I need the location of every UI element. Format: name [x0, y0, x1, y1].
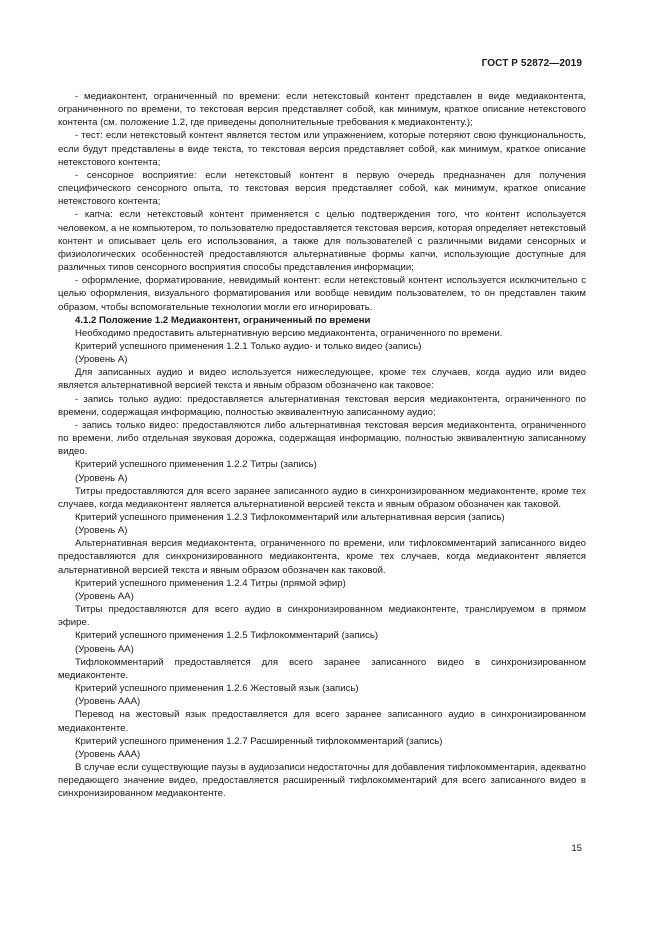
paragraph-decoration: - оформление, форматирование, невидимый контент: если нетекстовый контент используется исключительно с целью оформления, визуального форматирования или вообще невидим пользователем, то он представлен таким образом, чтобы вспомогательные технологии могли его игнорировать.	[58, 275, 586, 313]
criterion-1-2-7: Критерий успешного применения 1.2.7 Расширенный тифлокомментарий (запись)	[75, 735, 443, 747]
level-1-2-3: (Уровень А)	[75, 525, 128, 537]
paragraph-1-2-2: Титры предоставляются для всего заранее записанного аудио в синхронизированном медиаконтенте, кроме тех случаев, когда медиаконтент является альтернативной версией текста и явным образом обозначен как таковой.	[58, 485, 586, 510]
criterion-1-2-4: Критерий успешного применения 1.2.4 Титры (прямой эфир)	[75, 577, 346, 589]
criterion-1-2-6: Критерий успешного применения 1.2.6 Жестовый язык (запись)	[75, 683, 359, 695]
level-1-2-2: (Уровень А)	[75, 472, 128, 484]
level-1-2-7: (Уровень ААА)	[75, 748, 141, 760]
criterion-1-2-5: Критерий успешного применения 1.2.5 Тифлокомментарий (запись)	[75, 630, 379, 642]
standard-header: ГОСТ Р 52872—2019	[481, 58, 582, 69]
paragraph-video-only: - запись только видео: предоставляются либо альтернативная текстовая версия медиаконтента, ограниченного по времени, либо отдельная звуковая дорожка, содержащая информацию, полностью эквивалентную записанному видео.	[58, 419, 586, 458]
paragraph-sensory: - сенсорное восприятие: если нетекстовый контент в первую очередь предназначен для получения специфического сенсорного опыта, то текстовая версия представляет собой, как минимум, краткое описание нетекстового контента;	[58, 169, 586, 208]
paragraph-test: - тест: если нетекстовый контент является тестом или упражнением, которые потеряют свою функциональность, если будут представлены в виде текста, то текстовая версия представляет собой, как минимум, краткое описание нетекстового контента;	[58, 130, 586, 168]
paragraph-intro: Необходимо предоставить альтернативную версию медиаконтента, ограниченного по времени.	[75, 327, 503, 339]
level-1-2-4: (Уровень АА)	[75, 590, 134, 602]
section-heading: 4.1.2 Положение 1.2 Медиаконтент, ограниченный по времени	[75, 314, 371, 326]
paragraph-timed-media: - медиаконтент, ограниченный по времени: если нетекстовый контент представлен в виде медиаконтента, ограниченного по времени, то текстовая версия представляет собой, как минимум, краткое описание нетекстового контента (см. положение 1.2, где приведены дополнительные требования к медиаконтенту.);	[58, 91, 586, 129]
paragraph-captcha: - капча: если нетекстовый контент применяется с целью подтверждения того, что контент используется человеком, а не компьютером, то пользователю предоставляется текстовая версия, которая определяет нетекстовый контент и описывает цель его использования, а также для пользователей с различными видами сенсорных и физиологических особенностей предоставляются альтернативные формы капчи, использующие доступные для различных типов сенсорного восприятия способы представления информации;	[58, 209, 586, 274]
paragraph-1-2-6: Перевод на жестовый язык предоставляется для всего заранее записанного аудио в синхронизированном медиаконтенте.	[58, 709, 586, 734]
criterion-1-2-2: Критерий успешного применения 1.2.2 Титры (запись)	[75, 459, 317, 471]
level-1-2-5: (Уровень АА)	[75, 643, 134, 655]
criterion-1-2-3: Критерий успешного применения 1.2.3 Тифлокомментарий или альтернативная версия (запись)	[75, 512, 505, 523]
level-1-2-6: (Уровень ААА)	[75, 696, 141, 708]
paragraph-1-2-7: В случае если существующие паузы в аудиозаписи недостаточны для добавления тифлокомментария, адекватно передающего значение видео, предоставляется расширенный тифлокомментарий для всего записанного видео в синхронизированном медиаконтенте.	[58, 761, 586, 800]
paragraph-1-2-5: Тифлокомментарий предоставляется для всего заранее записанного видео в синхронизированном медиаконтенте.	[58, 656, 586, 681]
paragraph-1-2-1: Для записанных аудио и видео используется нижеследующее, кроме тех случаев, когда аудио или видео является альтернативной версией текста и явным образом обозначено как таковое:	[58, 367, 586, 392]
paragraph-audio-only: - запись только аудио: предоставляется альтернативная текстовая версия медиаконтента, ограниченного по времени, содержащая информацию, полностью эквивалентную записанному аудио;	[58, 393, 586, 418]
criterion-1-2-1: Критерий успешного применения 1.2.1 Только аудио- и только видео (запись)	[75, 340, 422, 352]
paragraph-1-2-3: Альтернативная версия медиаконтента, ограниченного по времени, или тифлокомментарий записанного видео предоставляются для синхронизированного медиаконтента, кроме тех случаев, когда медиаконтент является альтернативной версией текста и явным образом обозначен как таковой.	[58, 538, 586, 576]
page-number: 15	[571, 843, 582, 854]
level-1-2-1: (Уровень А)	[75, 354, 128, 366]
document-body	[58, 90, 586, 800]
paragraph-1-2-4: Титры предоставляются для всего аудио в синхронизированном медиаконтенте, транслируемом в прямом эфире.	[58, 604, 586, 629]
